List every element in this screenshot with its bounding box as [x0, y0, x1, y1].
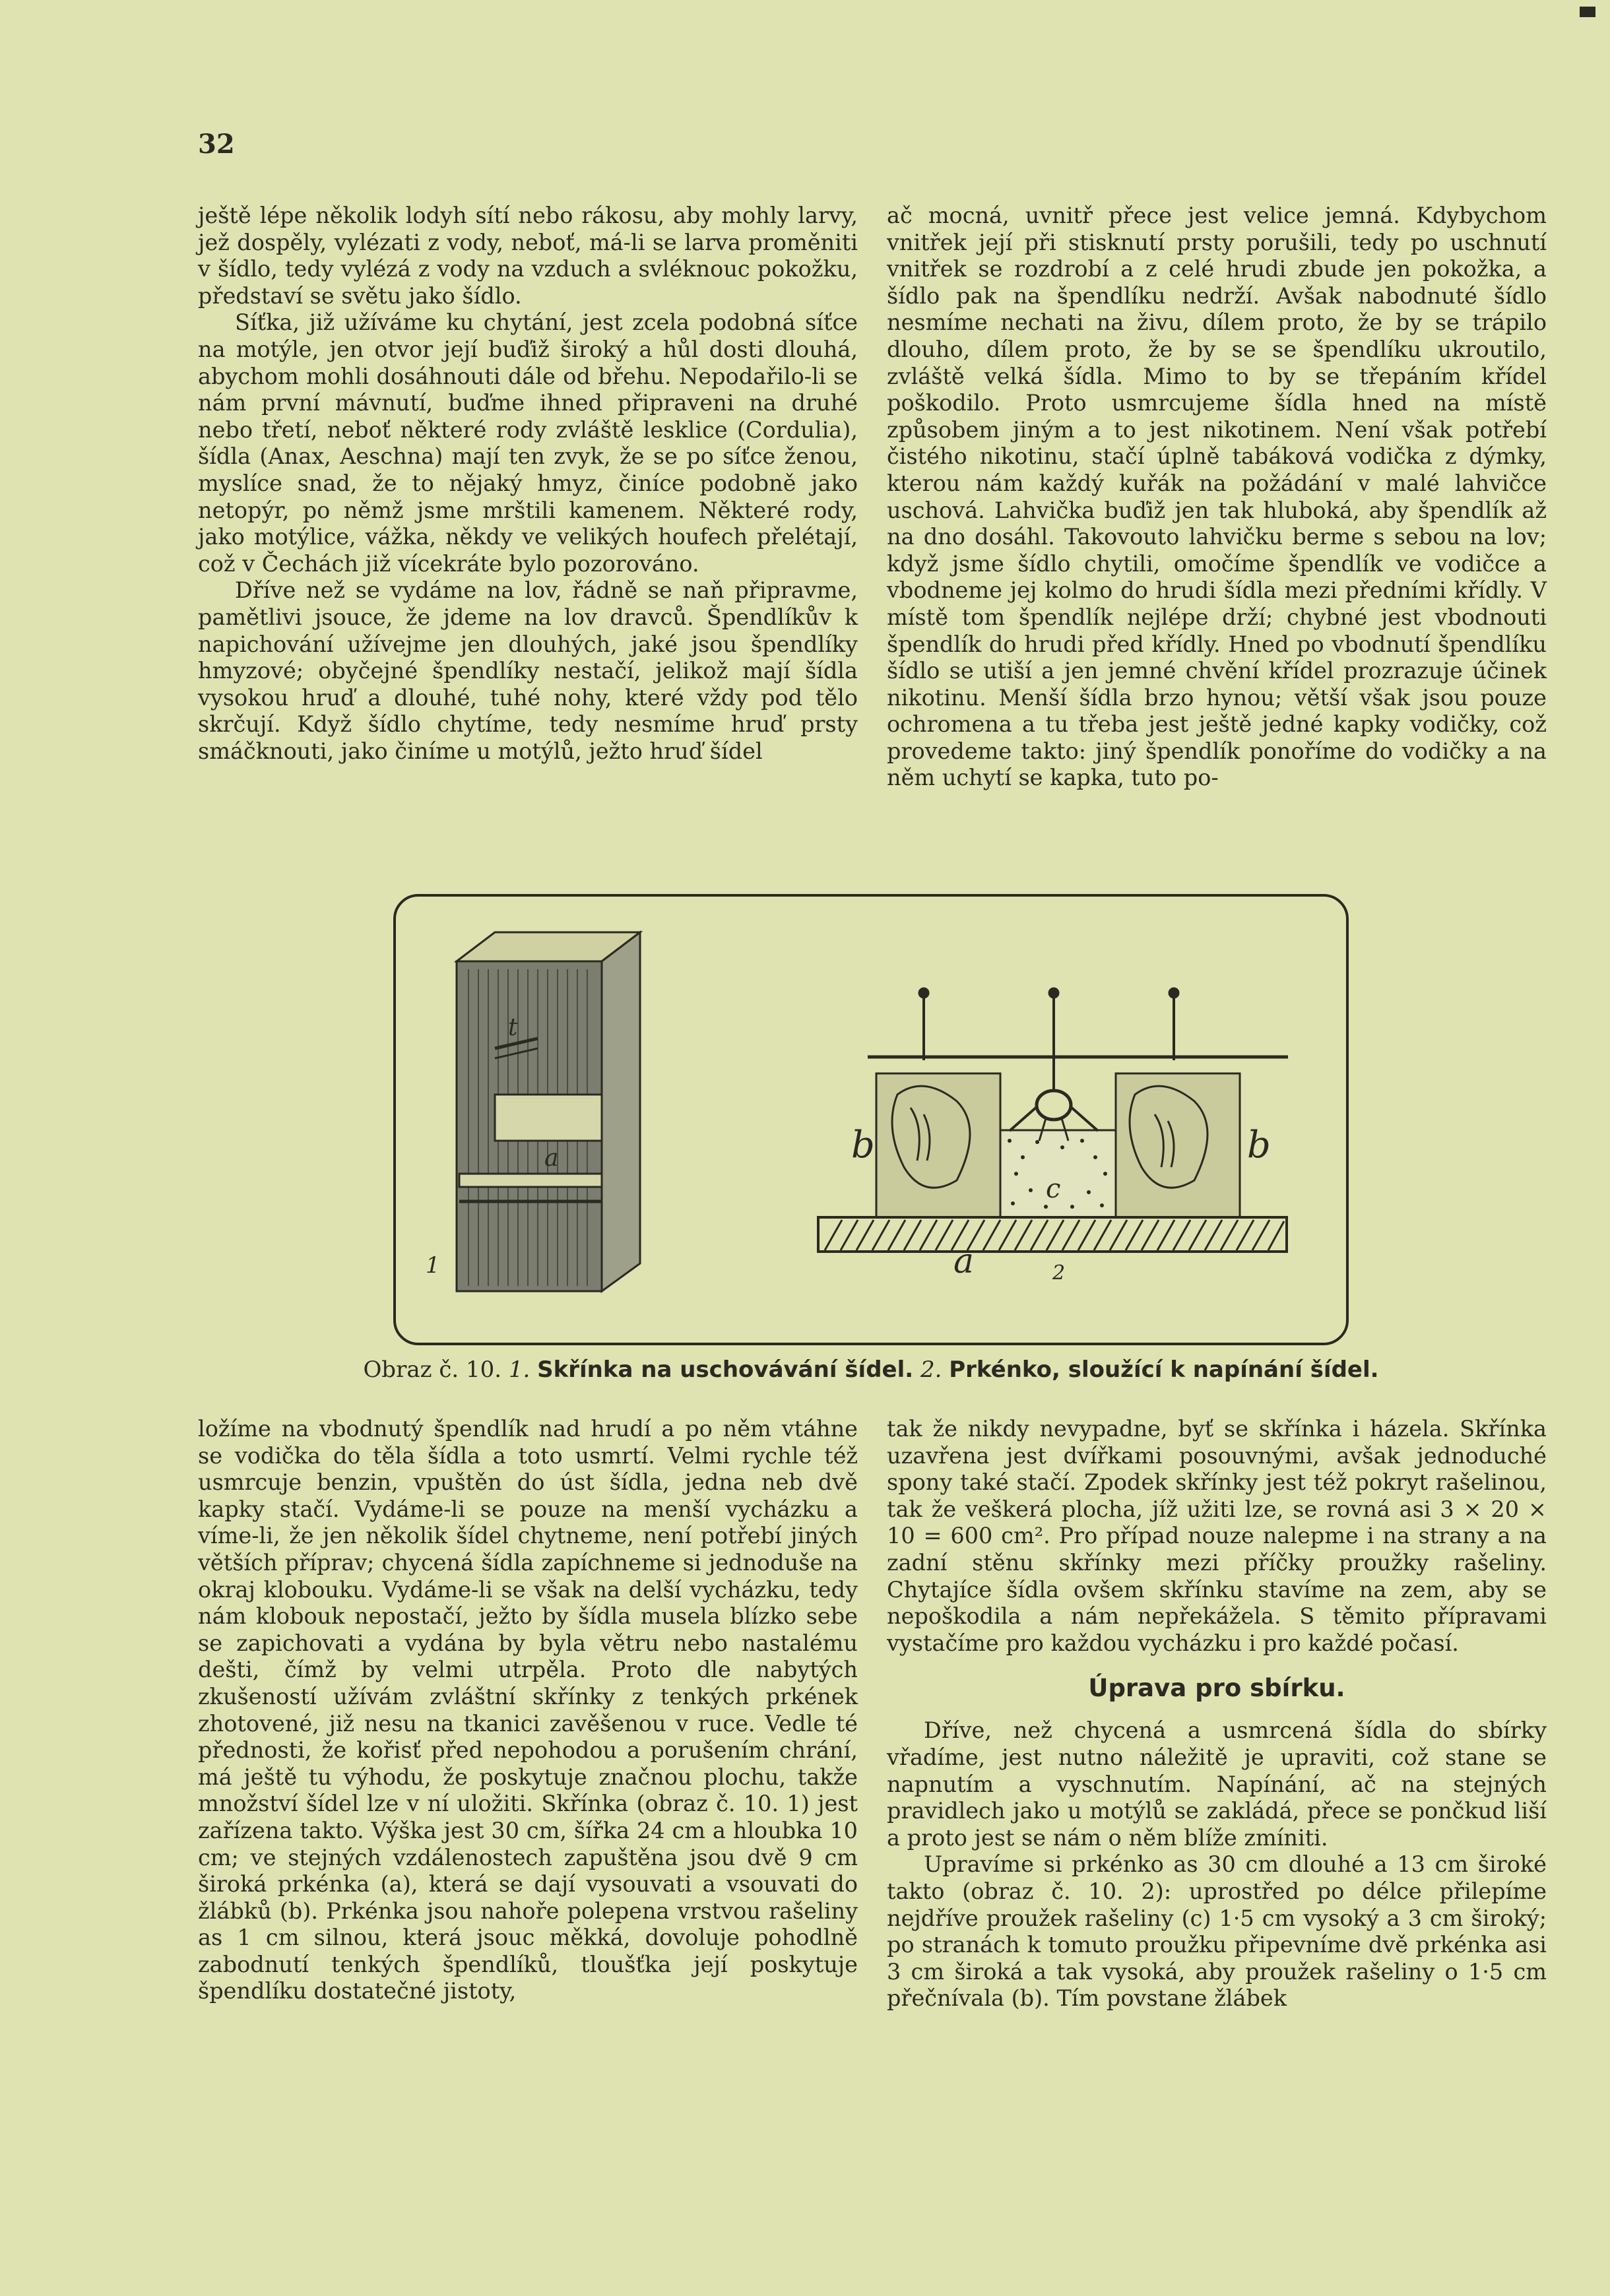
figure-illustration — [396, 897, 1346, 1343]
figure-label-c: c — [1046, 1174, 1061, 1204]
paragraph: ložíme na vbodnutý špendlík nad hrudí a po něm vtáhne se vodička do těla šídla a toto usmrtí. Velmi rychle též usmrcuje benzin, vpuštěn do úst šídla, jedna neb dvě kapky stačí. Vydáme-li se pouze na menší vycházku a víme-li, že jen několik šídel chytneme, není potřebí jiných větších příprav; chycená šídla zapíchneme si jednoduše na okraj klobouku. Vydáme-li se však na delší vycházku, tedy nám klobouk nepostačí, ježto by šídla musela blízko sebe se zapichovati a vydána by byla větru nebo nastalému dešti, čímž by velmi utrpěla. Proto dle nabytých zkušeností užívám zvláštní skřínky z tenkých prkének zhotovené, již nesu na tkanici zavěšenou v ruce. Vedle té přednosti, že kořisť před nepohodou a porušením chrání, má ještě tu výhodu, že poskytuje značnou plochu, takže množství šídel lze v ní uložiti. Skřínka (obraz č. 10. 1) jest zařízena takto. Výška jest 30 cm, šířka 24 cm a hloubka 10 cm; ve stejných vzdálenostech zapuštěna jsou dvě 9 cm široká prkénka (a), která se dají vysouvati a vsouvati do žlábků (b). Prkénka jsou nahoře polepena vrstvou rašeliny as 1 cm silnou, která jsouc měkká, dovoluje pohodlně zabodnutí tenkých špendlíků, tloušťka její poskytuje špendlíku dostatečné jistoty, — [198, 1416, 858, 2004]
spreading-board-drawing — [818, 988, 1288, 1252]
column-bottom-left — [198, 1416, 858, 2005]
paragraph: Síťka, již užíváme ku chytání, jest zcela podobná síťce na motýle, jen otvor její buďiž široký a hůl dosti dlouhá, abychom mohli dosáhnouti dále od břehu. Nepodařilo-li se nám první mávnutí, buďme ihned připraveni na druhé nebo třetí, neboť některé rody zvláště lesklice (Cordulia), šídla (Anax, Aeschna) mají ten zvyk, že se po síťce ženou, myslíce snad, že to nějaký hmyz, činíce podobně jako netopýr, po němž jsme mrštili kamenem. Některé rody, jako motýlice, vážka, někdy ve velikých houfech přelétají, což v Čechách již vícekráte bylo pozorováno. — [198, 309, 858, 577]
figure-label-1: 1 — [426, 1252, 440, 1279]
column-bottom-right — [887, 1416, 1547, 2012]
caption-number-2: 2. — [920, 1356, 942, 1383]
column-top-right — [887, 203, 1547, 792]
figure-label-a-shelf: a — [544, 1145, 559, 1172]
scan-corner-mark — [1580, 7, 1595, 17]
caption-number-1: 1. — [508, 1356, 531, 1383]
figure-label-b-left: b — [851, 1124, 875, 1166]
column-top-left — [198, 203, 858, 765]
page-number: 32 — [198, 129, 235, 160]
paragraph: tak že nikdy nevypadne, byť se skřínka i házela. Skřínka uzavřena jest dvířkami posouvnými, avšak jednoduché spony také stačí. Zpodek skřínky jest též pokryt rašelinou, tak že veškerá plocha, jíž užiti lze, se rovná asi 3 × 20 × 10 = 600 cm². Pro případ nouze nalepme i na strany a na zadní stěnu skřínky mezi příčky proužky rašeliny. Chytajíce šídla ovšem skřínku stavíme na zem, aby se nepoškodila a nám nepřekážela. S těmito přípravami vystačíme pro každou vycházku i pro každé počasí. — [887, 1416, 1547, 1656]
section-heading: Úprava pro sbírku. — [1088, 1674, 1345, 1703]
figure-label-t: t — [508, 1014, 518, 1041]
specimen-box-drawing — [457, 932, 640, 1291]
figure-caption — [198, 1355, 1544, 1384]
paragraph: Upravíme si prkénko as 30 cm dlouhé a 13 cm široké takto (obraz č. 10. 2): uprostřed po délce přilepíme nejdříve proužek rašeliny (c) 1·5 cm vysoký a 3 cm široký; po stranách k tomuto proužku připevníme dvě prkénka asi 3 cm široká a tak vysoká, aby proužek rašeliny o 1·5 cm přečnívala (b). Tím povstane žlábek — [887, 1851, 1547, 2012]
figure-frame — [393, 894, 1349, 1345]
caption-part-2: Prkénko, sloužící k napínání šídel. — [949, 1356, 1379, 1383]
figure-label-b-right: b — [1247, 1124, 1271, 1166]
paragraph: ač mocná, uvnitř přece jest velice jemná. Kdybychom vnitřek její při stisknutí prsty porušili, tedy po uschnutí vnitřek se rozdrobí a z celé hrudi zbude jen pokožka, a šídlo pak na špendlíku nedrží. Avšak nabodnuté šídlo nesmíme nechati na živu, dílem proto, že by se trápilo dlouho, dílem proto, že by se se špendlíku ukroutilo, zvláště velká šídla. Mimo to by se třepáním křídel poškodilo. Proto usmrcujeme šídla hned na místě způsobem jiným a to jest nikotinem. Není však potřebí čistého nikotinu, stačí úplně tabáková vodička z dýmky, kterou nám každý kuřák na požádání v malé lahvičce uschová. Lahvička buďiž jen tak hluboká, aby špendlík až na dno dosáhl. Takovouto lahvičku berme s sebou na lov; když jsme šídlo chytili, omočíme špendlík ve vodičce a vbodneme jej kolmo do hrudi šídla mezi předními křídly. V místě tom špendlík nejlépe drží; chybné jest vbodnouti špendlík do hrudi před křídly. Hned po vbodnutí špendlíku šídlo se utiší a jen jemné chvění křídel prozrazuje účinek nikotinu. Menší šídla brzo hynou; větší však jsou pouze ochromena a tu třeba jest ještě jedné kapky vodičky, což provedeme takto: jiný špendlík ponoříme do vodičky a na něm uchytí se kapka, tuto po- — [887, 203, 1547, 791]
paragraph: ještě lépe několik lodyh sítí nebo rákosu, aby mohly larvy, jež dospěly, vylézati z vody, neboť, má-li se larva proměniti v šídlo, tedy vylézá z vody na vzduch a svléknouc pokožku, představí se světu jako šídlo. — [198, 203, 858, 309]
figure-label-a-board: a — [953, 1242, 975, 1281]
caption-prefix: Obraz č. 10. — [363, 1356, 502, 1383]
paragraph: Dříve než se vydáme na lov, řádně se naň připravme, pamětlivi jsouce, že jdeme na lov dravců. Špendlíkův k napichování užívejme jen dlouhých, jaké jsou špendlíky hmyzové; obyčejné špendlíky nestačí, jelikož mají šídla vysokou hruď a dlouhé, tuhé nohy, které vždy pod tělo skrčují. Když šídlo chytíme, tedy nesmíme hruď prsty smáčknouti, jako činíme u motýlů, ježto hruď šídel — [198, 577, 858, 764]
caption-part-1: Skřínka na uschovávání šídel. — [537, 1356, 914, 1383]
figure-label-2: 2 — [1052, 1261, 1066, 1285]
paragraph: Dříve, než chycená a usmrcená šídla do sbírky vřadíme, jest nutno náležitě je upraviti, což stane se napnutím a vyschnutím. Napínání, ač na stejných pravidlech jako u motýlů se zakládá, přece se pončkud liší a proto jest se nám o něm blíže zmíniti. — [887, 1717, 1547, 1851]
